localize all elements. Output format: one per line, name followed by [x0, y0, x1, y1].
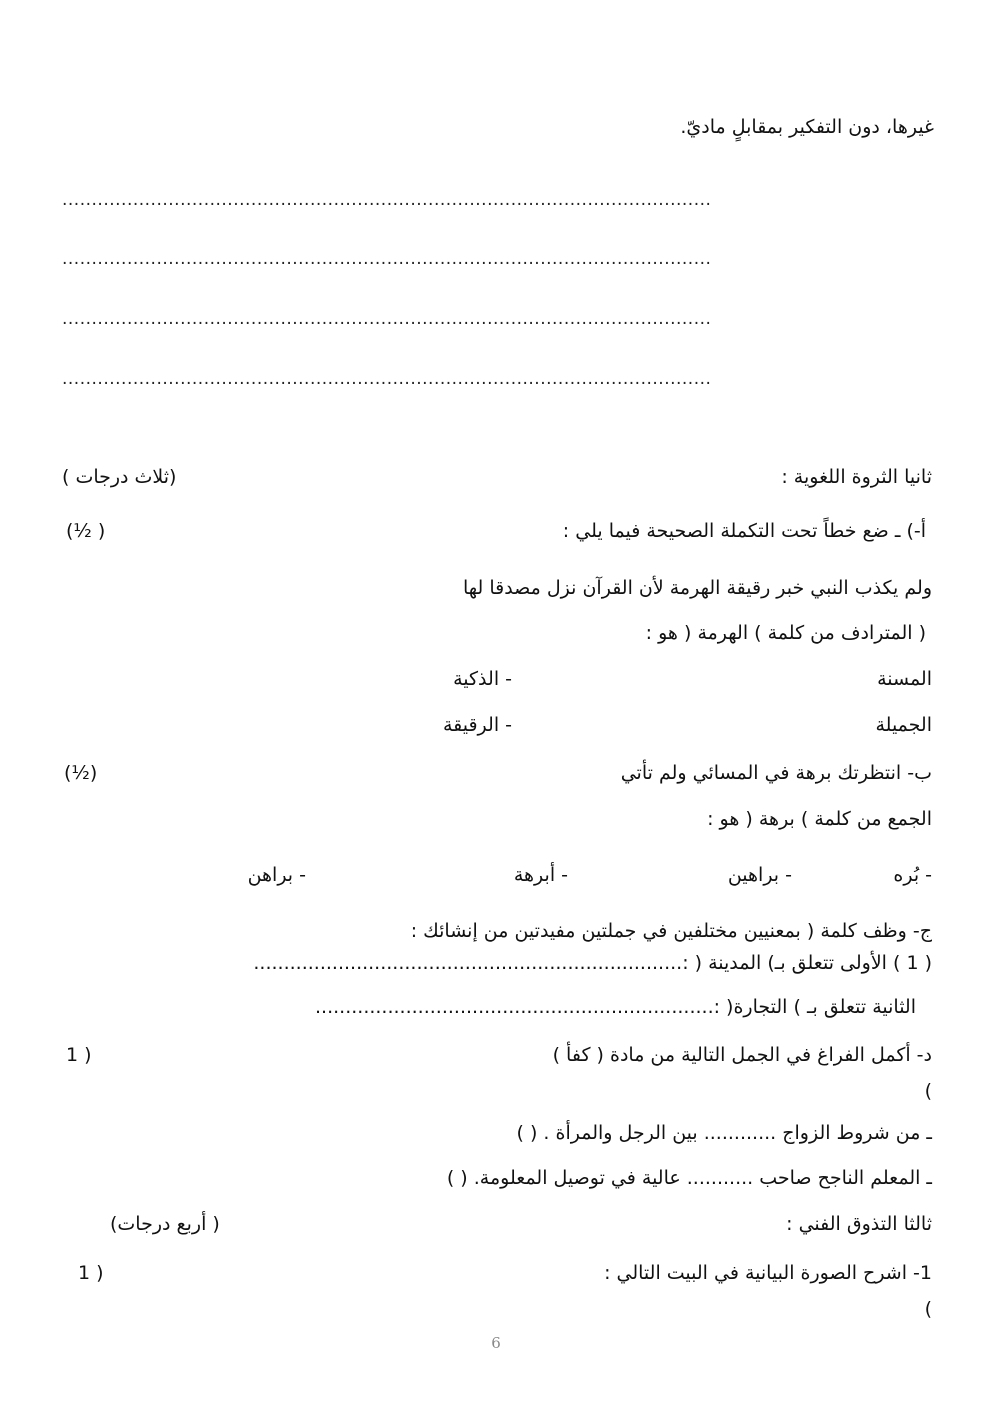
- answer-line-3[interactable]: ..............................................................................................................: [62, 309, 712, 329]
- qb-prompt: الجمع من كلمة ) برهة ( هو :: [707, 808, 932, 830]
- section2-score: (ثلاث درجات ): [62, 466, 177, 488]
- qa-option-3[interactable]: الجميلة: [875, 714, 932, 736]
- qd-item-1[interactable]: ـ من شروط الزواج ............ بين الرجل والمرأة . ( ): [516, 1122, 932, 1144]
- qd-item-2[interactable]: ـ المعلم الناجح صاحب ........... عالية في توصيل المعلومة. ( ): [446, 1167, 932, 1189]
- qa-score: ( ½): [66, 520, 106, 542]
- qa-option-4[interactable]: - الرقيقة: [442, 714, 512, 736]
- qb-option-4[interactable]: - براهن: [247, 864, 306, 886]
- intro-tail-text: غيرها، دون التفكير بمقابلٍ ماديّ.: [680, 116, 934, 138]
- answer-line-1[interactable]: ..............................................................................................................: [62, 190, 712, 210]
- q1-label: 1- اشرح الصورة البيانية في البيت التالي :: [604, 1262, 932, 1284]
- qb-label: ب- انتظرتك برهة في المسائي ولم تأتي: [620, 762, 932, 784]
- section3-title: ثالثا التذوق الفني :: [786, 1213, 932, 1235]
- section3-score: ( أربع درجات): [110, 1213, 220, 1235]
- qd-label: د- أكمل الفراغ في الجمل التالية من مادة ( كفأ ): [552, 1044, 932, 1066]
- qa-option-2[interactable]: - الذكية: [453, 668, 512, 690]
- qb-option-1[interactable]: - بُره: [893, 864, 932, 886]
- q1-score-open: ( 1: [78, 1262, 104, 1284]
- qc-line-1[interactable]: ( 1 ) الأولى تتعلق بـ) المدينة ( :.......................................................................: [253, 952, 932, 974]
- qc-label: ج- وظف كلمة ( بمعنيين مختلفين في جملتين مفيدتين من إنشائك :: [410, 920, 932, 942]
- qa-prompt: ( المترادف من كلمة ) الهرمة ( هو :: [645, 622, 926, 644]
- page-number: 6: [491, 1334, 501, 1352]
- qb-option-2[interactable]: - براهين: [727, 864, 792, 886]
- qd-score-open: ( 1: [66, 1044, 92, 1066]
- answer-line-4[interactable]: ..............................................................................................................: [62, 369, 712, 389]
- qb-option-3[interactable]: - أبرهة: [513, 864, 568, 886]
- answer-line-2[interactable]: ..............................................................................................................: [62, 249, 712, 269]
- qa-sentence: ولم يكذب النبي خبر رقيقة الهرمة لأن القرآن نزل مصدقا لها: [462, 577, 932, 599]
- qa-label: أ-) ـ ضع خطاً تحت التكملة الصحيحة فيما يلي :: [562, 520, 926, 542]
- q1-score-close: ): [924, 1298, 932, 1320]
- qb-score: (½): [64, 762, 98, 784]
- section2-title: ثانيا الثروة اللغوية :: [781, 466, 932, 488]
- qa-option-1[interactable]: المسنة: [877, 668, 932, 690]
- qd-score-close: ): [924, 1080, 932, 1102]
- qc-line-2[interactable]: الثانية تتعلق بـ ) التجارة( :..................................................................: [315, 996, 916, 1018]
